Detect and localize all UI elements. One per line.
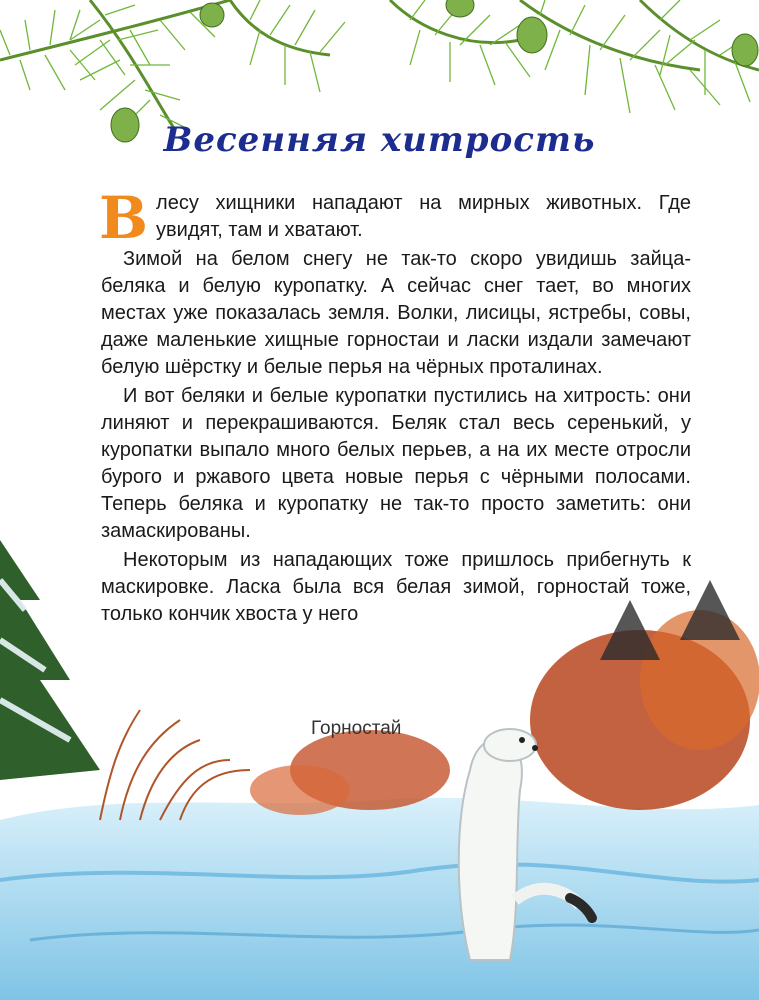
page-title: Весенняя хитрость — [163, 120, 596, 160]
paragraph-1-text: лесу хищники нападают на мирных животных. Где увидят, там и хватают. — [156, 192, 691, 241]
illustration-caption: Горностай — [311, 718, 402, 739]
paragraph-1 — [99, 184, 691, 252]
paragraph-3: И вот беляки и белые куропатки пустились на хитрость: они линяют и перекрашиваются. Беляк стал весь серенький, у куропатки выпало много белых перьев, а на их месте отросли бурого и ржавого цвета новые перья с чёрными полосами. Теперь беляка и куропатку не так-то просто заметить: они замаскированы. — [101, 385, 691, 542]
pine-branches-illustration — [0, 0, 759, 190]
paragraph-4: Некоторым из нападающих тоже пришлось прибегнуть к маскировке. Ласка была вся белая зимой, горностай тоже, только кончик хвоста у него — [101, 549, 691, 625]
article-body — [99, 184, 691, 630]
drop-cap: В — [99, 184, 149, 252]
paragraph-2: Зимой на белом снегу не так-то скоро увидишь зайца-беляка и белую куропатку. А сейчас снег тает, во многих местах уже показалась земля. Волки, лисицы, ястребы, совы, даже маленькие хищные горностаи и ласки издали замечают белую шёрстку и белые перья на чёрных проталинах. — [101, 248, 691, 378]
